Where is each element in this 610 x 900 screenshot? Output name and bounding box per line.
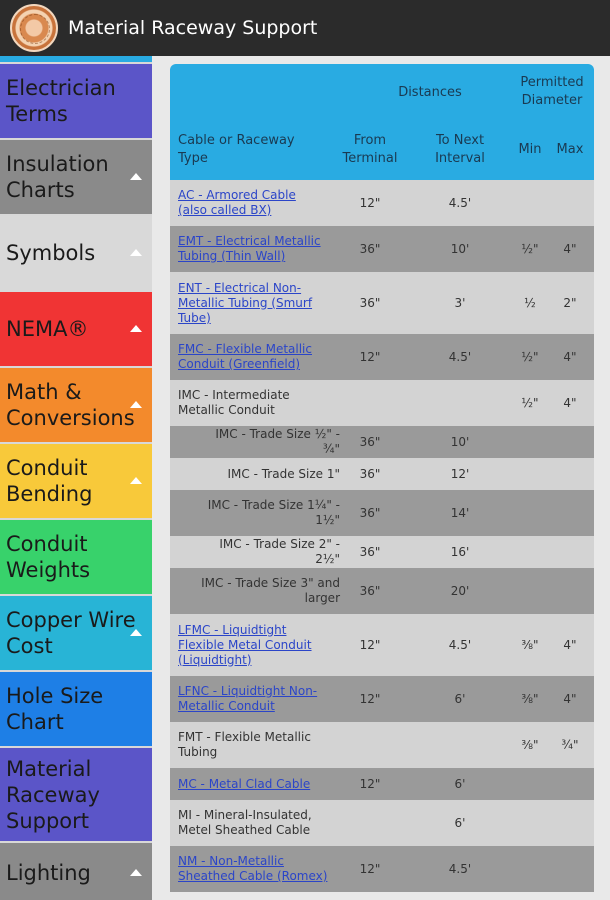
sidebar-item-copper-wire-cost[interactable] <box>0 596 152 670</box>
cell-to-next-interval: 6' <box>454 816 466 830</box>
cell-max-diameter <box>550 846 590 892</box>
cell-min-diameter <box>510 800 550 846</box>
table-row[interactable] <box>170 768 594 800</box>
cell-max-diameter <box>550 180 590 226</box>
cell-raceway-type <box>170 536 350 568</box>
cell-min-diameter: ½" <box>521 396 539 410</box>
sidebar-item-conduit-bending[interactable] <box>0 444 152 518</box>
cell-raceway-type[interactable] <box>178 334 328 380</box>
table-row[interactable] <box>170 226 594 272</box>
sidebar-item-label: Hole Size Chart <box>6 684 104 734</box>
cell-to-next-interval <box>430 380 490 426</box>
page-title: Material Raceway Support <box>68 17 318 39</box>
cell-to-next-interval: 10' <box>450 242 470 256</box>
table-row <box>170 568 594 614</box>
cell-to-next-interval: 20' <box>450 584 470 598</box>
sidebar-item-label: Lighting <box>6 861 91 885</box>
raceway-type-text: IMC - Trade Size 3" and larger <box>201 576 340 605</box>
cell-to-next-interval: 6' <box>454 692 466 706</box>
table-row[interactable] <box>170 272 594 334</box>
cell-raceway-type <box>178 380 328 426</box>
cell-min-diameter <box>510 426 550 458</box>
title-bar <box>0 0 610 56</box>
raceway-type-text: MI - Mineral-Insulated, Metel Sheathed Cable <box>178 808 312 837</box>
cell-min-diameter: ⅜" <box>521 692 539 706</box>
sidebar-item-conduit-weights[interactable] <box>0 520 152 594</box>
cell-raceway-type <box>170 458 350 490</box>
raceway-type-text: FMT - Flexible Metallic Tubing <box>178 730 311 759</box>
table-row <box>170 380 594 426</box>
sidebar-item-label: Math & Conversions <box>6 380 135 430</box>
cell-to-next-interval: 4.5' <box>448 862 472 876</box>
cell-min-diameter: ⅜" <box>521 738 539 752</box>
cell-max-diameter <box>550 458 590 490</box>
cell-from-terminal <box>340 380 400 426</box>
table-header <box>170 64 594 180</box>
cell-from-terminal: 12" <box>359 196 381 210</box>
table-row[interactable] <box>170 180 594 226</box>
cell-from-terminal: 36" <box>359 296 381 310</box>
cell-to-next-interval: 16' <box>450 545 470 559</box>
cell-min-diameter <box>510 180 550 226</box>
cell-raceway-type <box>170 568 350 614</box>
cell-to-next-interval: 14' <box>450 506 470 520</box>
cell-max-diameter: 4" <box>563 638 577 652</box>
cell-raceway-type[interactable] <box>178 272 328 334</box>
cell-from-terminal: 12" <box>359 692 381 706</box>
cell-max-diameter: 4" <box>563 396 577 410</box>
sidebar-top-sliver <box>0 56 152 62</box>
table-row <box>170 458 594 490</box>
sidebar-item-label: Insulation Charts <box>6 152 109 202</box>
cell-min-diameter <box>510 568 550 614</box>
cell-to-next-interval <box>430 722 490 768</box>
raceway-type-link[interactable]: LFNC - Liquidtight Non-Metallic Conduit <box>178 684 318 713</box>
cell-raceway-type[interactable] <box>178 614 328 676</box>
cell-min-diameter: ½" <box>521 242 539 256</box>
cell-to-next-interval: 4.5' <box>448 638 472 652</box>
cell-max-diameter: 4" <box>563 242 577 256</box>
cell-max-diameter <box>550 490 590 536</box>
sidebar-item-label: Conduit Bending <box>6 456 93 506</box>
header-min: Min <box>518 142 542 157</box>
header-cable-type: Cable or Raceway Type <box>178 133 295 166</box>
raceway-type-link[interactable]: LFMC - Liquidtight Flexible Metal Conduit (Liquidtight) <box>178 622 312 667</box>
sidebar-item-label: Copper Wire Cost <box>6 608 136 658</box>
cell-to-next-interval: 3' <box>454 296 466 310</box>
sidebar <box>0 56 152 900</box>
sidebar-item-material-raceway-support[interactable] <box>0 748 152 841</box>
app-logo-icon[interactable] <box>10 4 58 52</box>
table-row <box>170 536 594 568</box>
raceway-type-link[interactable]: AC - Armored Cable (also called BX) <box>178 188 296 217</box>
cell-from-terminal: 36" <box>359 467 381 481</box>
cell-to-next-interval: 12' <box>450 467 470 481</box>
table-row[interactable] <box>170 846 594 892</box>
sidebar-item-label: Electrician Terms <box>6 76 116 126</box>
cell-max-diameter: 2" <box>563 296 577 310</box>
cell-from-terminal: 12" <box>359 777 381 791</box>
header-to-next-interval: To Next Interval <box>435 133 485 166</box>
cell-raceway-type[interactable] <box>178 180 328 226</box>
raceway-type-link[interactable]: FMC - Flexible Metallic Conduit (Greenfield) <box>178 342 312 371</box>
cell-min-diameter <box>510 768 550 800</box>
cell-min-diameter <box>510 846 550 892</box>
cell-from-terminal: 12" <box>359 638 381 652</box>
table-row <box>170 426 594 458</box>
sidebar-item-insulation-charts[interactable] <box>0 140 152 214</box>
raceway-type-text: IMC - Trade Size 1¼" - 1½" <box>207 498 340 527</box>
cell-max-diameter: ¾" <box>561 738 579 752</box>
raceway-type-text: IMC - Trade Size 2" - 2½" <box>219 537 340 566</box>
sidebar-item-electrician-terms[interactable] <box>0 64 152 138</box>
cell-from-terminal <box>340 800 400 846</box>
cell-min-diameter <box>510 490 550 536</box>
chevron-up-icon <box>130 325 142 332</box>
raceway-type-text: IMC - Trade Size ½" - ¾" <box>215 427 340 456</box>
header-max: Max <box>556 142 584 157</box>
raceway-type-link[interactable]: MC - Metal Clad Cable <box>178 776 311 791</box>
cell-raceway-type[interactable] <box>178 676 328 722</box>
raceway-type-link[interactable]: NM - Non-Metallic Sheathed Cable (Romex) <box>178 854 328 883</box>
cell-to-next-interval: 10' <box>450 435 470 449</box>
chevron-up-icon <box>130 401 142 408</box>
chevron-up-icon <box>130 629 142 636</box>
raceway-type-link[interactable]: ENT - Electrical Non-Metallic Tubing (Smurf Tube) <box>178 280 313 325</box>
cell-raceway-type[interactable] <box>178 226 328 272</box>
cell-max-diameter <box>550 426 590 458</box>
cell-from-terminal: 36" <box>359 545 381 559</box>
cell-from-terminal: 36" <box>359 506 381 520</box>
cell-min-diameter <box>510 536 550 568</box>
cell-to-next-interval: 4.5' <box>448 350 472 364</box>
sidebar-item-lighting[interactable] <box>0 843 152 900</box>
cell-to-next-interval: 4.5' <box>448 196 472 210</box>
cell-min-diameter: ½" <box>521 350 539 364</box>
cell-max-diameter: 4" <box>563 350 577 364</box>
chevron-up-icon <box>130 249 142 256</box>
cell-from-terminal: 36" <box>359 242 381 256</box>
chevron-up-icon <box>130 869 142 876</box>
cell-max-diameter <box>550 536 590 568</box>
cell-max-diameter: 4" <box>563 692 577 706</box>
raceway-type-link[interactable]: EMT - Electrical Metallic Tubing (Thin Wall) <box>178 234 321 263</box>
cell-from-terminal: 12" <box>359 862 381 876</box>
cell-from-terminal: 36" <box>359 584 381 598</box>
chevron-up-icon <box>130 477 142 484</box>
table-row <box>170 800 594 846</box>
cell-raceway-type[interactable] <box>178 846 328 892</box>
sidebar-item-label: Symbols <box>6 241 96 265</box>
sidebar-item-nema[interactable] <box>0 292 152 366</box>
table-row[interactable] <box>170 614 594 676</box>
cell-raceway-type <box>170 426 350 458</box>
header-distances: Distances <box>398 85 462 100</box>
cell-from-terminal: 36" <box>359 435 381 449</box>
cell-max-diameter <box>550 568 590 614</box>
sidebar-item-math-conversions[interactable] <box>0 368 152 442</box>
cell-raceway-type <box>170 490 350 536</box>
raceway-support-table <box>170 64 594 883</box>
cell-from-terminal: 12" <box>359 350 381 364</box>
table-row[interactable] <box>170 334 594 380</box>
cell-raceway-type <box>178 722 328 768</box>
cell-from-terminal <box>340 722 400 768</box>
cell-to-next-interval: 6' <box>454 777 466 791</box>
main-content <box>152 56 610 900</box>
sidebar-item-symbols[interactable] <box>0 216 152 290</box>
cell-min-diameter <box>510 458 550 490</box>
raceway-type-text: IMC - Trade Size 1" <box>227 466 340 481</box>
header-permitted-diameter: Permitted Diameter <box>520 75 584 108</box>
table-row <box>170 722 594 768</box>
cell-raceway-type <box>178 800 328 846</box>
sidebar-item-hole-size-chart[interactable] <box>0 672 152 746</box>
cell-max-diameter <box>550 800 590 846</box>
cell-min-diameter: ⅜" <box>521 638 539 652</box>
sidebar-item-label: Conduit Weights <box>6 532 91 582</box>
sidebar-item-label: NEMA® <box>6 317 89 341</box>
cell-max-diameter <box>550 768 590 800</box>
table-row[interactable] <box>170 676 594 722</box>
sidebar-item-label: Material Raceway Support <box>6 756 100 833</box>
header-from-terminal: From Terminal <box>342 133 398 166</box>
cell-raceway-type[interactable] <box>178 768 328 800</box>
table-row <box>170 490 594 536</box>
chevron-up-icon <box>130 173 142 180</box>
raceway-type-text: IMC - Intermediate Metallic Conduit <box>178 388 290 417</box>
cell-min-diameter: ½ <box>524 296 536 310</box>
